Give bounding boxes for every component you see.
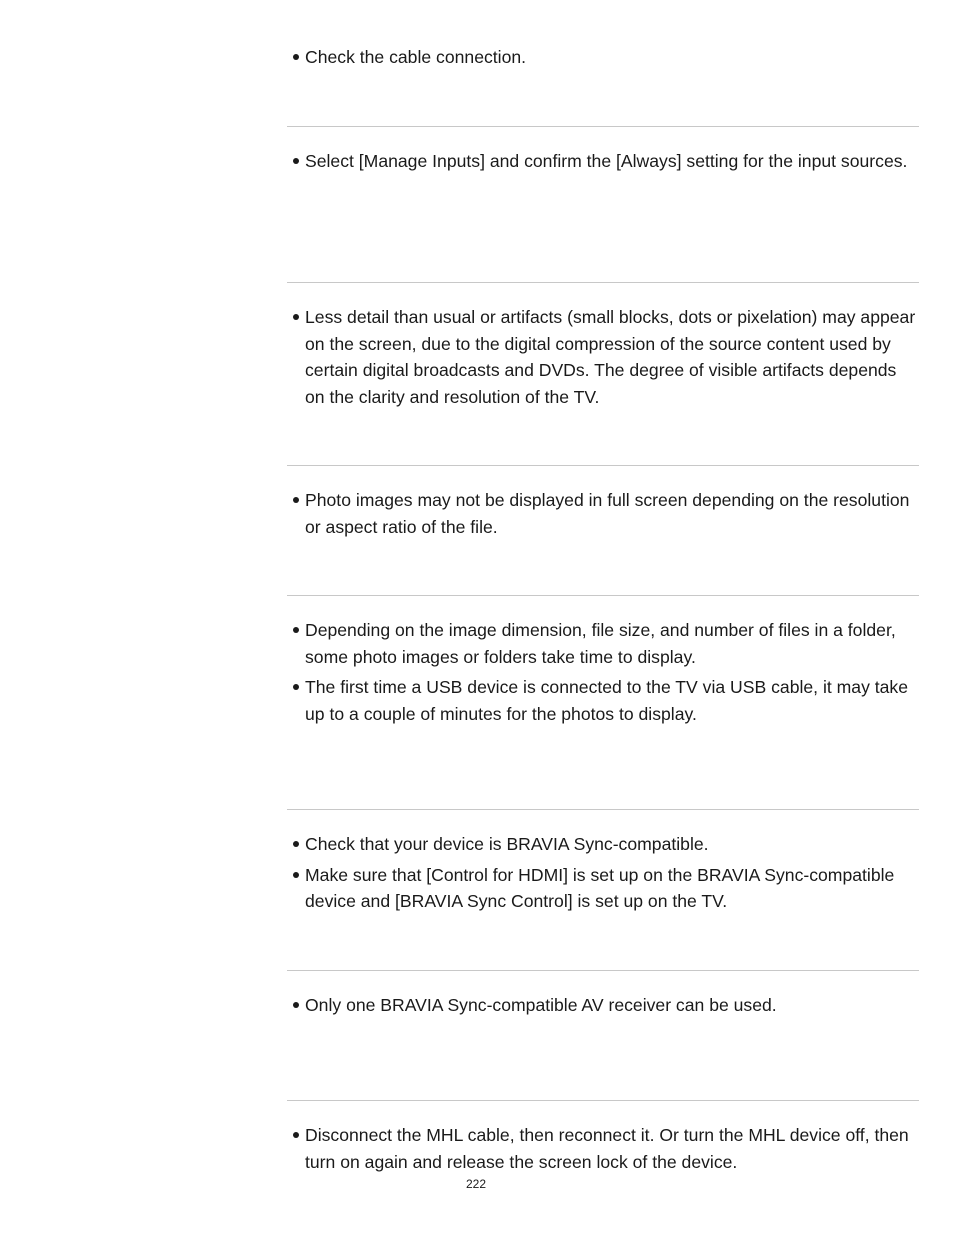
bullet-item: The first time a USB device is connected to the TV via USB cable, it may take up to a couple of minutes for the photos to display.	[287, 674, 919, 727]
section-divider	[287, 282, 919, 283]
section-1	[287, 44, 919, 75]
bullet-item: Check the cable connection.	[287, 44, 919, 71]
bullet-list	[287, 304, 919, 410]
bullet-item: Only one BRAVIA Sync-compatible AV receiver can be used.	[287, 992, 919, 1019]
bullet-list	[287, 1122, 919, 1175]
bullet-list	[287, 487, 919, 540]
section-divider	[287, 595, 919, 596]
bullet-list	[287, 148, 919, 175]
bullet-list	[287, 992, 919, 1019]
bullet-item: Photo images may not be displayed in full screen depending on the resolution or aspect ratio of the file.	[287, 487, 919, 540]
bullet-list	[287, 831, 919, 915]
section-6	[287, 831, 919, 919]
bullet-item: Check that your device is BRAVIA Sync-compatible.	[287, 831, 919, 858]
bullet-item: Select [Manage Inputs] and confirm the [Always] setting for the input sources.	[287, 148, 919, 175]
section-divider	[287, 465, 919, 466]
bullet-list	[287, 617, 919, 727]
section-2	[287, 148, 919, 179]
section-divider	[287, 1100, 919, 1101]
section-5	[287, 617, 919, 731]
page-number: 222	[466, 1177, 487, 1191]
section-divider	[287, 970, 919, 971]
section-8	[287, 1122, 919, 1179]
bullet-item: Less detail than usual or artifacts (small blocks, dots or pixelation) may appear on the screen, due to the digital compression of the source content used by certain digital broadcasts and DVDs. The degree of visible artifacts depends on the clarity and resolution of the TV.	[287, 304, 919, 410]
section-divider	[287, 126, 919, 127]
bullet-item: Depending on the image dimension, file size, and number of files in a folder, some photo images or folders take time to display.	[287, 617, 919, 670]
bullet-item: Disconnect the MHL cable, then reconnect it. Or turn the MHL device off, then turn on again and release the screen lock of the device.	[287, 1122, 919, 1175]
bullet-list	[287, 44, 919, 71]
section-divider	[287, 809, 919, 810]
section-4	[287, 487, 919, 544]
bullet-item: Make sure that [Control for HDMI] is set up on the BRAVIA Sync-compatible device and [BRAVIA Sync Control] is set up on the TV.	[287, 862, 919, 915]
section-3	[287, 304, 919, 414]
section-7	[287, 992, 919, 1023]
